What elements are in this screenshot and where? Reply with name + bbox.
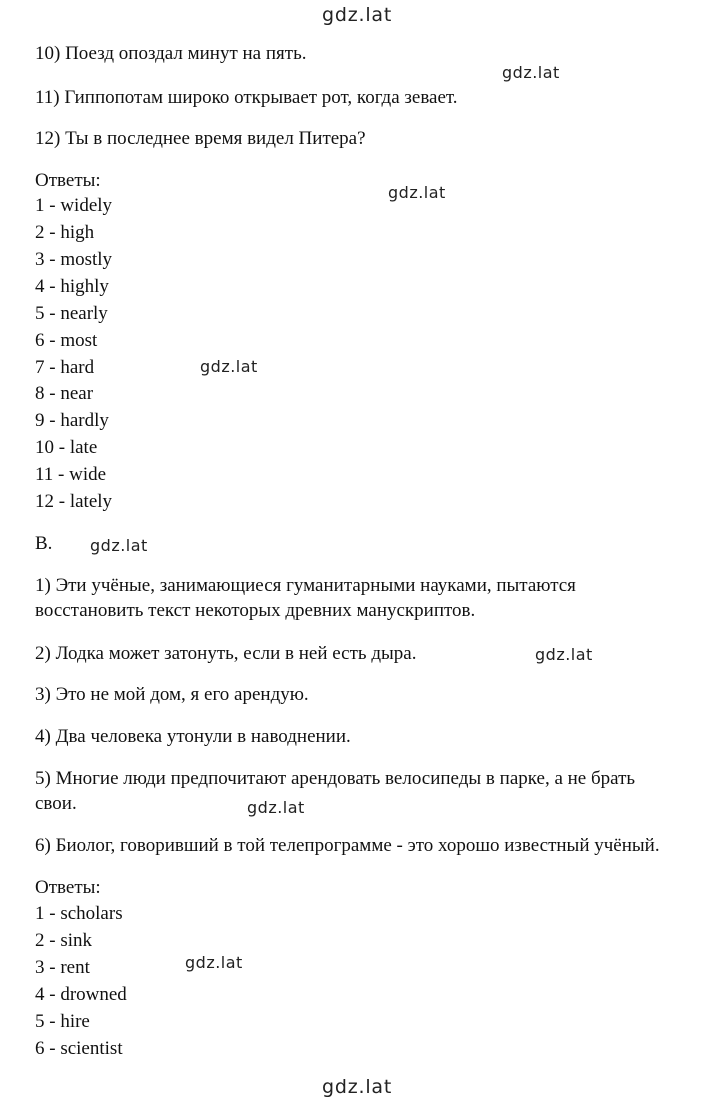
- sentence-12: 12) Ты в последнее время видел Питера?: [35, 128, 366, 149]
- answer-item: 3 - rent: [35, 957, 90, 978]
- answer-item: 4 - highly: [35, 276, 109, 297]
- answer-item: 6 - scientist: [35, 1038, 123, 1059]
- sentence-3: 3) Это не мой дом, я его арендую.: [35, 684, 309, 705]
- answer-item: 2 - high: [35, 222, 95, 243]
- answer-item: 10 - late: [35, 437, 98, 458]
- answer-item: 1 - scholars: [35, 903, 123, 924]
- answer-item: 6 - most: [35, 330, 98, 351]
- answer-item: 8 - near: [35, 383, 94, 404]
- sentence-6: 6) Биолог, говоривший в той телепрограмме - это хорошо известный учёный.: [35, 835, 660, 856]
- answer-item: 3 - mostly: [35, 249, 113, 270]
- answers-label: Ответы:: [35, 877, 101, 898]
- sentence-1-continued: восстановить текст некоторых древних манускриптов.: [35, 600, 476, 621]
- watermark: gdz.lat: [90, 536, 148, 555]
- section-heading: B.: [35, 533, 53, 554]
- sentence-2: 2) Лодка может затонуть, если в ней есть дыра.: [35, 643, 417, 664]
- sentence-5: 5) Многие люди предпочитают арендовать велосипеды в парке, а не брать: [35, 768, 636, 789]
- sentence-5-continued: свои.: [35, 793, 77, 814]
- watermark: gdz.lat: [200, 357, 258, 376]
- answer-item: 2 - sink: [35, 930, 92, 951]
- answer-item: 11 - wide: [35, 464, 107, 485]
- answers-label: Ответы:: [35, 170, 101, 191]
- sentence-10: 10) Поезд опоздал минут на пять.: [35, 43, 307, 64]
- watermark: gdz.lat: [185, 953, 243, 972]
- watermark: gdz.lat: [535, 645, 593, 664]
- sentence-4: 4) Два человека утонули в наводнении.: [35, 726, 351, 747]
- sentence-11: 11) Гиппопотам широко открывает рот, когда зевает.: [35, 87, 458, 108]
- answer-item: 5 - nearly: [35, 303, 108, 324]
- answer-item: 7 - hard: [35, 357, 95, 378]
- answer-item: 1 - widely: [35, 195, 113, 216]
- answer-item: 5 - hire: [35, 1011, 90, 1032]
- answer-item: 9 - hardly: [35, 410, 109, 431]
- watermark-top: gdz.lat: [322, 4, 393, 26]
- watermark: gdz.lat: [388, 183, 446, 202]
- sentence-1: 1) Эти учёные, занимающиеся гуманитарными науками, пытаются: [35, 575, 576, 596]
- answer-item: 4 - drowned: [35, 984, 127, 1005]
- watermark: gdz.lat: [247, 798, 305, 817]
- watermark: gdz.lat: [502, 63, 560, 82]
- watermark-bottom: gdz.lat: [322, 1076, 393, 1098]
- answer-item: 12 - lately: [35, 491, 113, 512]
